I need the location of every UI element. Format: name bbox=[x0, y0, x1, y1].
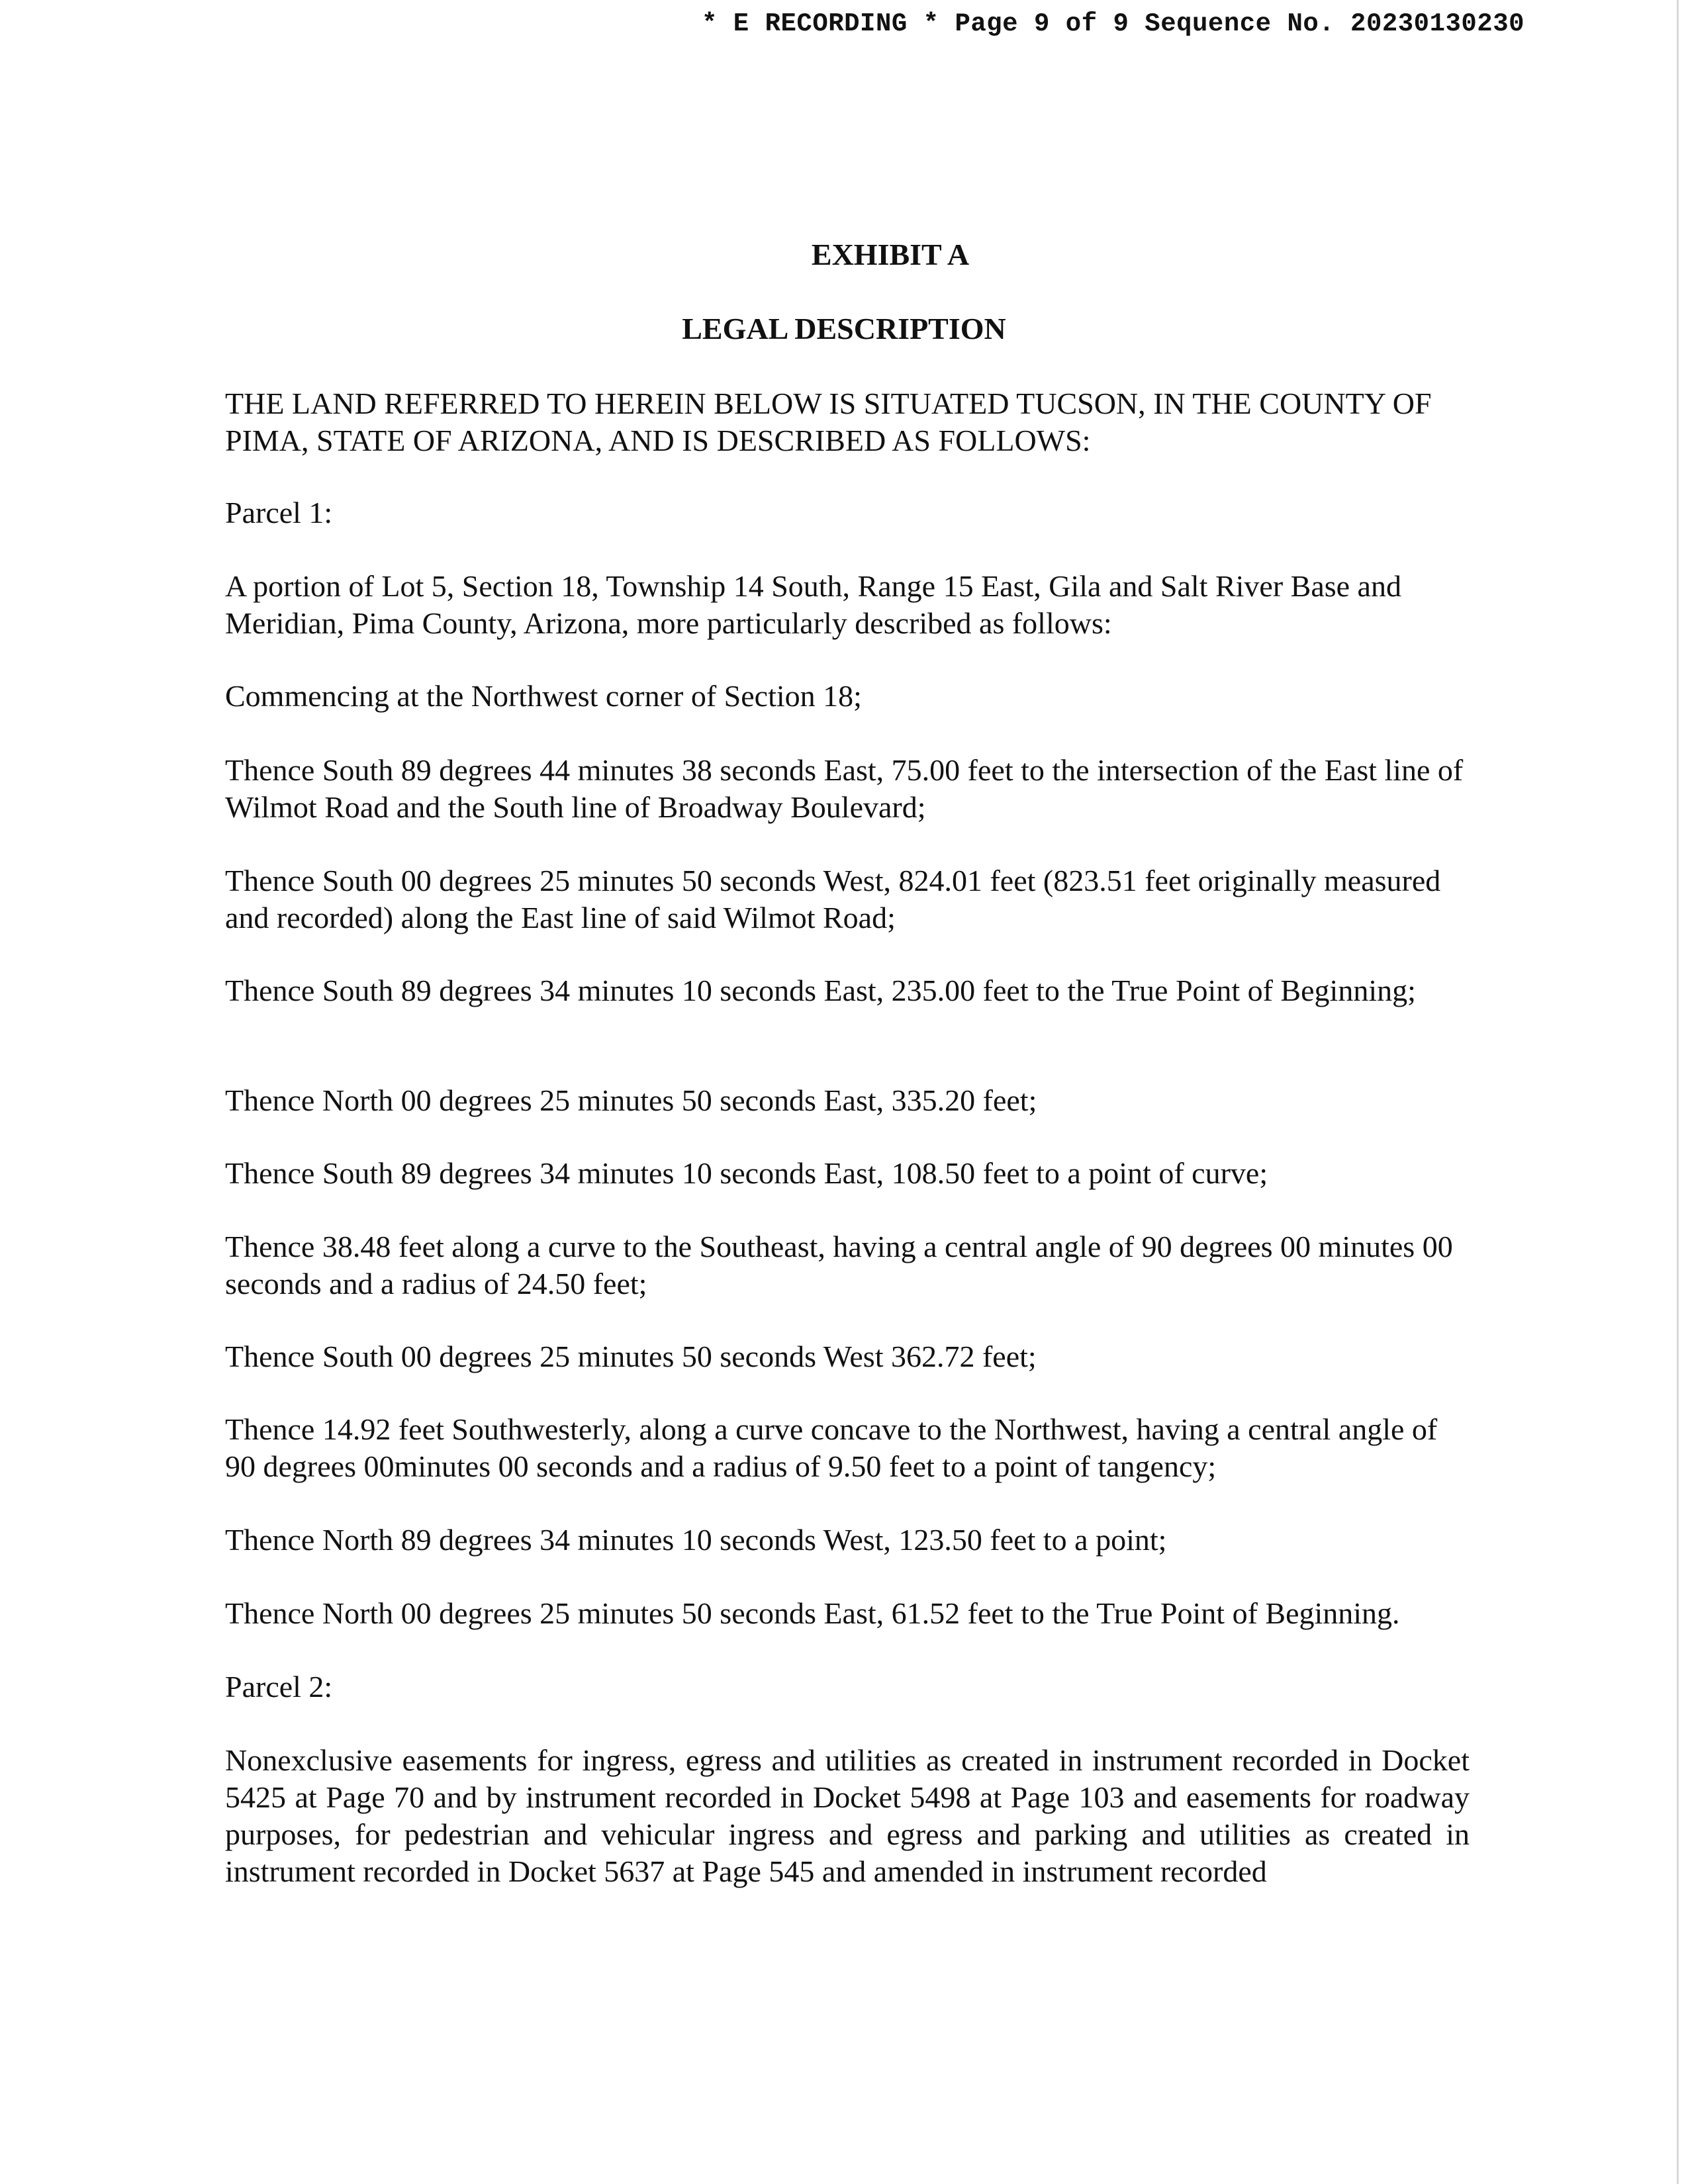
paragraph-course-10: Thence North 00 degrees 25 minutes 50 seconds East, 61.52 feet to the True Point of Beginning. bbox=[225, 1596, 1400, 1630]
paragraph-course-5: Thence South 89 degrees 34 minutes 10 seconds East, 108.50 feet to a point of curve; bbox=[225, 1156, 1268, 1190]
paragraph-course-7: Thence South 00 degrees 25 minutes 50 seconds West 362.72 feet; bbox=[225, 1340, 1037, 1373]
paragraph-portion-of-lot: A portion of Lot 5, Section 18, Township 14 South, Range 15 East, Gila and Salt River Base and Meridian, Pima County, Arizona, more particularly described as follows: bbox=[225, 569, 1401, 640]
parcel-2-label: Parcel 2: bbox=[225, 1670, 333, 1704]
paragraph-easements: Nonexclusive easements for ingress, egress and utilities as created in instrument recorded in Docket 5425 at Page 70 and by instrument recorded in Docket 5498 at Page 103 and easements for roadway purposes, for pedestrian and vehicular ingress and egress and parking and utilities as created in instrument recorded in Docket 5637 at Page 545 and amended in instrument recorded bbox=[225, 1743, 1470, 1888]
paragraph-course-2: Thence South 00 degrees 25 minutes 50 seconds West, 824.01 feet (823.51 feet originally measured and recorded) along the East line of said Wilmot Road; bbox=[225, 864, 1441, 934]
paragraph-commencing: Commencing at the Northwest corner of Section 18; bbox=[225, 679, 862, 713]
section-title: LEGAL DESCRIPTION bbox=[682, 312, 1006, 345]
paragraph-course-1: Thence South 89 degrees 44 minutes 38 seconds East, 75.00 feet to the intersection of the East line of Wilmot Road and the South line of Broadway Boulevard; bbox=[225, 753, 1464, 824]
intro-paragraph: THE LAND REFERRED TO HEREIN BELOW IS SITUATED TUCSON, IN THE COUNTY OF PIMA, STATE OF ARIZONA, AND IS DESCRIBED AS FOLLOWS: bbox=[225, 387, 1432, 457]
paragraph-course-3: Thence South 89 degrees 34 minutes 10 seconds East, 235.00 feet to the True Point of Beginning; bbox=[225, 974, 1416, 1007]
paragraph-course-8: Thence 14.92 feet Southwesterly, along a curve concave to the Northwest, having a central angle of 90 degrees 00minutes 00 seconds and a radius of 9.50 feet to a point of tangency; bbox=[225, 1412, 1438, 1483]
recording-header: * E RECORDING * Page 9 of 9 Sequence No. 20230130230 bbox=[702, 9, 1524, 38]
paragraph-course-6: Thence 38.48 feet along a curve to the Southeast, having a central angle of 90 degrees 00 minutes 00 seconds and a radius of 24.50 feet; bbox=[225, 1230, 1453, 1300]
parcel-1-label: Parcel 1: bbox=[225, 496, 333, 529]
paragraph-course-4: Thence North 00 degrees 25 minutes 50 seconds East, 335.20 feet; bbox=[225, 1083, 1037, 1117]
paragraph-course-9: Thence North 89 degrees 34 minutes 10 seconds West, 123.50 feet to a point; bbox=[225, 1523, 1167, 1557]
exhibit-title: EXHIBIT A bbox=[811, 238, 970, 271]
